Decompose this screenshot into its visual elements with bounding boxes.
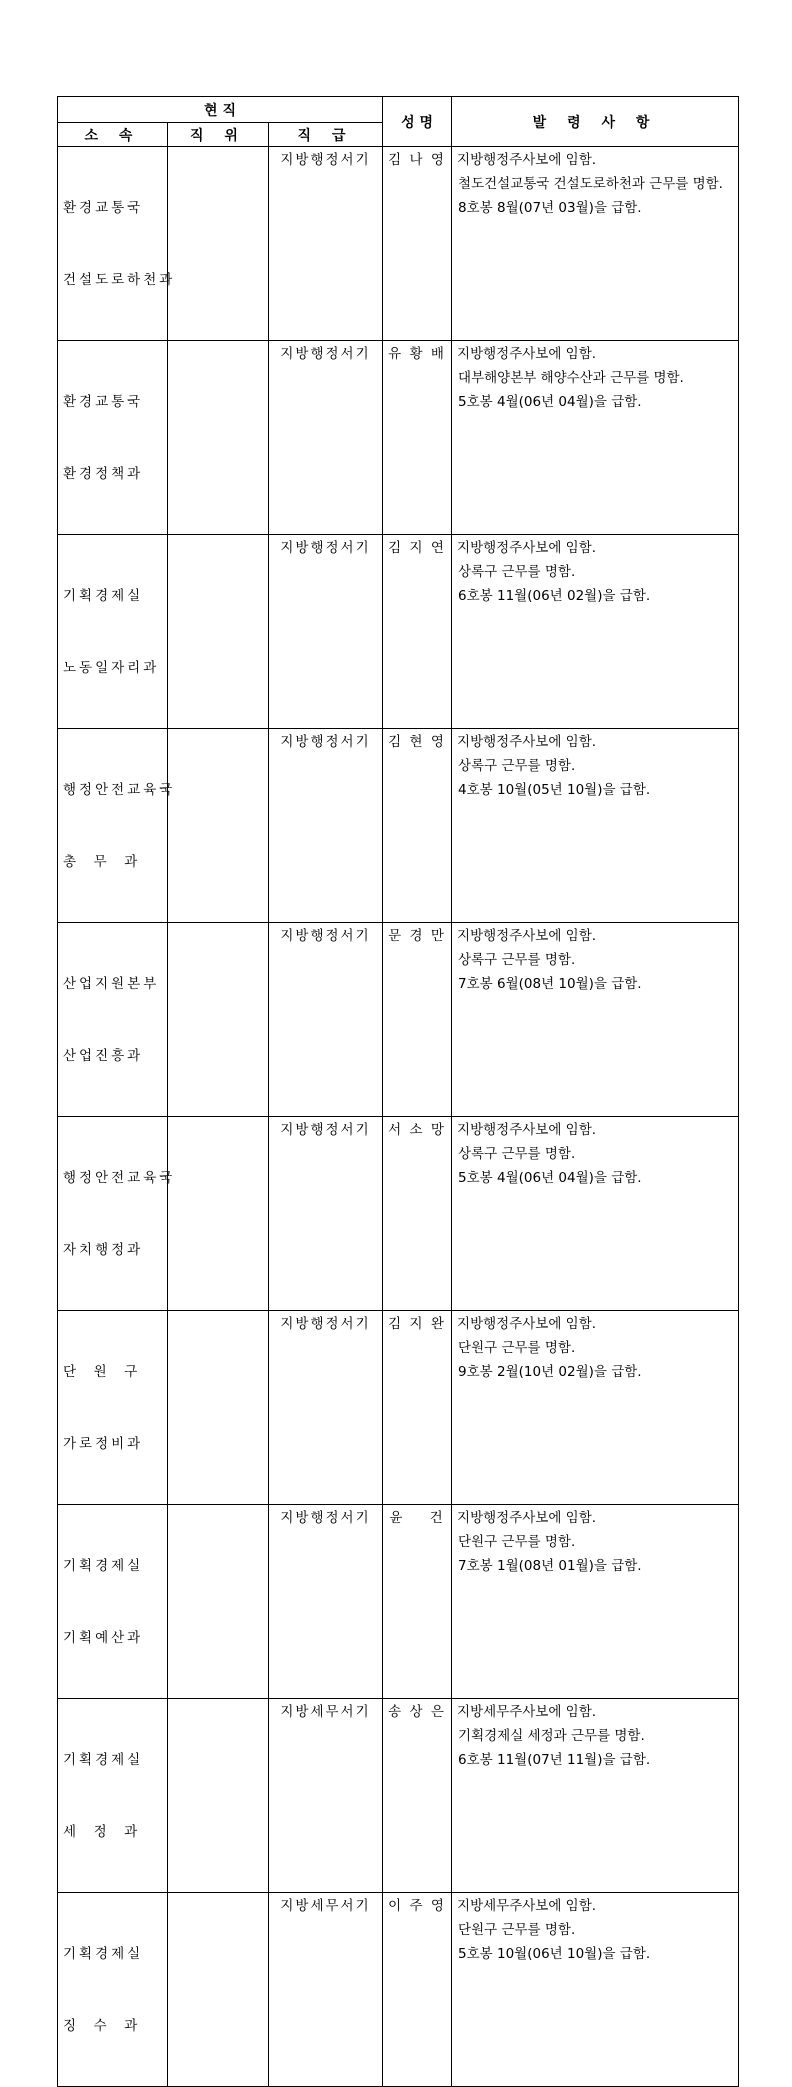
order-line-appointment: 지방행정주사보에 임함.	[457, 152, 597, 168]
dept-line-2: 노동일자리과	[63, 660, 160, 676]
order-cell	[452, 1505, 739, 1699]
position-cell	[168, 729, 269, 923]
table-row	[58, 341, 739, 535]
dept-cell	[58, 535, 168, 729]
order-line-pay-step: 7호봉 1월(08년 01월)을 급함.	[458, 1558, 642, 1574]
grade-cell: 지방행정서기	[269, 1117, 383, 1311]
grade-cell: 지방행정서기	[269, 1311, 383, 1505]
grade-cell: 지방행정서기	[269, 147, 383, 341]
dept-line-2: 환경정책과	[63, 466, 144, 482]
position-cell	[168, 147, 269, 341]
dept-cell	[58, 147, 176, 341]
order-line-appointment: 지방행정주사보에 임함.	[457, 1510, 597, 1526]
dept-cell	[58, 729, 176, 923]
dept-line-2: 기획예산과	[63, 1630, 144, 1646]
position-cell	[168, 923, 269, 1117]
name-cell: 윤 건	[383, 1505, 452, 1699]
dept-line-1: 기획경제실	[63, 1752, 144, 1768]
order-line-appointment: 지방행정주사보에 임함.	[457, 1122, 597, 1138]
dept-cell	[58, 923, 168, 1117]
order-cell	[452, 923, 739, 1117]
table-row	[58, 147, 739, 341]
name-cell: 김 지 완	[383, 1311, 452, 1505]
order-cell	[452, 147, 739, 341]
dept-line-1: 기획경제실	[63, 588, 144, 604]
order-line-assignment: 상록구 근무를 명함.	[458, 564, 576, 580]
table-row	[58, 1311, 739, 1505]
order-line-appointment: 지방행정주사보에 임함.	[457, 734, 597, 750]
dept-line-1: 행정안전교육국	[63, 1170, 176, 1186]
grade-cell: 지방행정서기	[269, 1505, 383, 1699]
dept-line-1: 환경교통국	[63, 200, 144, 216]
dept-cell	[58, 1311, 168, 1505]
position-cell	[168, 1311, 269, 1505]
personnel-order-table	[57, 96, 739, 2087]
order-line-pay-step: 4호봉 10월(05년 10월)을 급함.	[458, 782, 651, 798]
order-line-pay-step: 6호봉 11월(06년 02월)을 급함.	[458, 588, 651, 604]
name-cell: 이 주 영	[383, 1893, 452, 2087]
grade-cell: 지방행정서기	[269, 535, 383, 729]
dept-line-1: 환경교통국	[63, 394, 144, 410]
order-line-assignment: 대부해양본부 해양수산과 근무를 명함.	[458, 370, 684, 386]
table-row	[58, 1699, 739, 1893]
table-row	[58, 1505, 739, 1699]
position-cell	[168, 535, 269, 729]
order-line-pay-step: 5호봉 10월(06년 10월)을 급함.	[458, 1946, 651, 1962]
order-line-assignment: 단원구 근무를 명함.	[458, 1340, 576, 1356]
name-cell: 송 상 은	[383, 1699, 452, 1893]
header-position: 직 위	[168, 123, 269, 147]
dept-cell	[58, 1699, 168, 1893]
position-cell	[168, 1505, 269, 1699]
order-line-assignment: 철도건설교통국 건설도로하천과 근무를 명함.	[458, 176, 723, 192]
order-line-pay-step: 9호봉 2월(10년 02월)을 급함.	[458, 1364, 642, 1380]
dept-cell	[58, 1505, 168, 1699]
order-cell	[452, 1117, 739, 1311]
order-line-appointment: 지방행정주사보에 임함.	[457, 346, 597, 362]
table-row	[58, 1117, 739, 1311]
order-line-appointment: 지방세무주사보에 임함.	[457, 1898, 597, 1914]
dept-line-1: 기획경제실	[63, 1558, 144, 1574]
dept-line-1: 단 원 구	[63, 1364, 141, 1380]
order-line-pay-step: 7호봉 6월(08년 10월)을 급함.	[458, 976, 642, 992]
order-line-assignment: 상록구 근무를 명함.	[458, 758, 576, 774]
order-line-appointment: 지방행정주사보에 임함.	[457, 928, 597, 944]
dept-line-2: 세 정 과	[63, 1824, 141, 1840]
grade-cell: 지방세무서기	[269, 1893, 383, 2087]
order-line-appointment: 지방세무주사보에 임함.	[457, 1704, 597, 1720]
order-line-assignment: 기획경제실 세정과 근무를 명함.	[458, 1728, 645, 1744]
order-cell	[452, 341, 739, 535]
order-line-pay-step: 8호봉 8월(07년 03월)을 급함.	[458, 200, 642, 216]
dept-line-1: 산업지원본부	[63, 976, 160, 992]
order-line-assignment: 단원구 근무를 명함.	[458, 1534, 576, 1550]
position-cell	[168, 1117, 269, 1311]
dept-cell	[58, 1117, 176, 1311]
order-cell	[452, 1311, 739, 1505]
dept-line-1: 행정안전교육국	[63, 782, 176, 798]
dept-cell	[58, 341, 168, 535]
dept-line-1: 기획경제실	[63, 1946, 144, 1962]
order-line-pay-step: 5호봉 4월(06년 04월)을 급함.	[458, 1170, 642, 1186]
dept-line-2: 자치행정과	[63, 1242, 144, 1258]
order-line-pay-step: 5호봉 4월(06년 04월)을 급함.	[458, 394, 642, 410]
name-cell: 문 경 만	[383, 923, 452, 1117]
order-line-appointment: 지방행정주사보에 임함.	[457, 1316, 597, 1332]
dept-line-2: 산업진흥과	[63, 1048, 144, 1064]
table-row	[58, 729, 739, 923]
dept-line-2: 가로정비과	[63, 1436, 144, 1452]
grade-cell: 지방행정서기	[269, 729, 383, 923]
order-cell	[452, 1893, 739, 2087]
header-order: 발 령 사 항	[452, 97, 739, 147]
dept-line-2: 징 수 과	[63, 2018, 141, 2034]
order-line-assignment: 상록구 근무를 명함.	[458, 952, 576, 968]
position-cell	[168, 341, 269, 535]
order-cell	[452, 1699, 739, 1893]
position-cell	[168, 1893, 269, 2087]
grade-cell: 지방행정서기	[269, 341, 383, 535]
header-current: 현 직	[58, 97, 383, 123]
order-line-assignment: 단원구 근무를 명함.	[458, 1922, 576, 1938]
name-cell: 김 나 영	[383, 147, 452, 341]
table-row	[58, 1893, 739, 2087]
order-line-pay-step: 6호봉 11월(07년 11월)을 급함.	[458, 1752, 651, 1768]
name-cell: 김 현 영	[383, 729, 452, 923]
position-cell	[168, 1699, 269, 1893]
dept-cell	[58, 1893, 168, 2087]
table-row	[58, 535, 739, 729]
name-cell: 서 소 망	[383, 1117, 452, 1311]
order-cell	[452, 729, 739, 923]
dept-line-2: 건설도로하천과	[63, 272, 176, 288]
header-grade: 직 급	[269, 123, 383, 147]
header-dept: 소 속	[58, 123, 168, 147]
name-cell: 유 황 배	[383, 341, 452, 535]
header-name: 성 명	[383, 97, 452, 147]
table-row	[58, 923, 739, 1117]
name-cell: 김 지 연	[383, 535, 452, 729]
order-line-appointment: 지방행정주사보에 임함.	[457, 540, 597, 556]
order-line-assignment: 상록구 근무를 명함.	[458, 1146, 576, 1162]
dept-line-2: 총 무 과	[63, 854, 141, 870]
grade-cell: 지방세무서기	[269, 1699, 383, 1893]
grade-cell: 지방행정서기	[269, 923, 383, 1117]
order-cell	[452, 535, 739, 729]
